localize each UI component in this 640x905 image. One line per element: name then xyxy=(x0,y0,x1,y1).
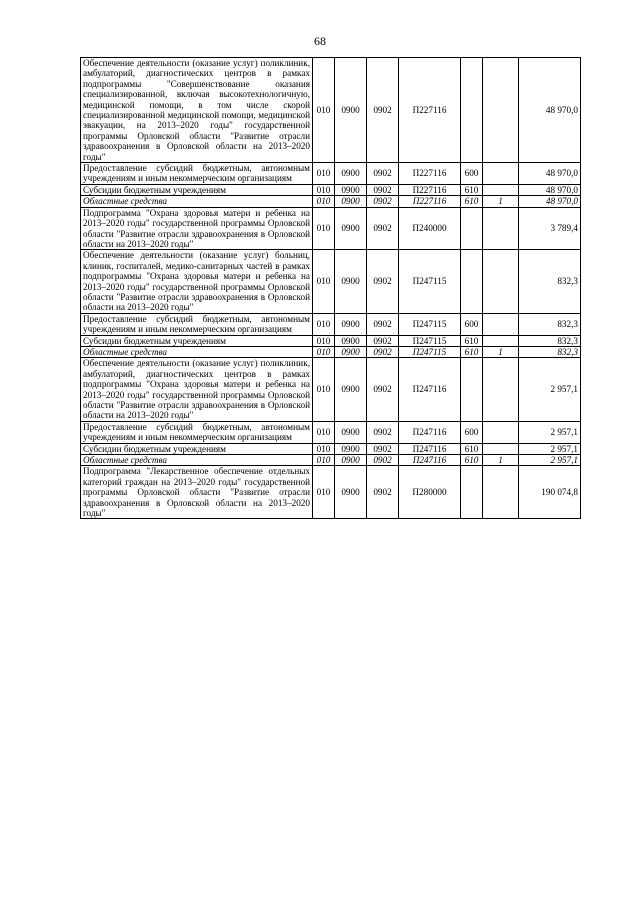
amount: 832,3 xyxy=(519,346,581,357)
target-article-code: П227116 xyxy=(399,196,461,207)
target-article-code: П227116 xyxy=(399,184,461,195)
table-row xyxy=(81,335,581,346)
section-code: 0900 xyxy=(335,455,367,466)
target-article-code: П227116 xyxy=(399,58,461,163)
row-description: Подпрограмма "Лекарственное обеспечение отдельных категорий граждан на 2013–2020 годы" государственной программы Орловской области "Развитие отрасли здравоохранения в Орловской области на 2013–2020 годы" xyxy=(81,466,313,519)
kosgu-code xyxy=(483,443,519,454)
amount: 832,3 xyxy=(519,335,581,346)
section-code: 0900 xyxy=(335,196,367,207)
expense-type-code: 600 xyxy=(461,421,483,443)
subsection-code: 0902 xyxy=(367,313,399,335)
expense-type-code: 600 xyxy=(461,163,483,185)
amount: 2 957,1 xyxy=(519,455,581,466)
ministry-code: 010 xyxy=(313,184,335,195)
expense-type-code xyxy=(461,207,483,250)
target-article-code: П280000 xyxy=(399,466,461,519)
table-row xyxy=(81,207,581,250)
amount: 832,3 xyxy=(519,313,581,335)
subsection-code: 0902 xyxy=(367,455,399,466)
section-code: 0900 xyxy=(335,163,367,185)
kosgu-code xyxy=(483,358,519,421)
ministry-code: 010 xyxy=(313,466,335,519)
ministry-code: 010 xyxy=(313,335,335,346)
expense-type-code: 610 xyxy=(461,335,483,346)
ministry-code: 010 xyxy=(313,313,335,335)
subsection-code: 0902 xyxy=(367,358,399,421)
row-description: Областные средства xyxy=(81,196,313,207)
amount: 48 970,0 xyxy=(519,163,581,185)
kosgu-code xyxy=(483,250,519,313)
target-article-code: П247116 xyxy=(399,358,461,421)
subsection-code: 0902 xyxy=(367,163,399,185)
expense-type-code: 610 xyxy=(461,196,483,207)
ministry-code: 010 xyxy=(313,455,335,466)
amount: 2 957,1 xyxy=(519,421,581,443)
row-description: Субсидии бюджетным учреждениям xyxy=(81,335,313,346)
row-description: Предоставление субсидий бюджетным, автономным учреждениям и иным некоммерческим организациям xyxy=(81,163,313,185)
amount: 48 970,0 xyxy=(519,196,581,207)
row-description: Предоставление субсидий бюджетным, автономным учреждениям и иным некоммерческим организациям xyxy=(81,421,313,443)
expense-type-code: 610 xyxy=(461,346,483,357)
target-article-code: П247115 xyxy=(399,313,461,335)
section-code: 0900 xyxy=(335,346,367,357)
row-description: Обеспечение деятельности (оказание услуг) больниц, клиник, госпиталей, медико-санитарных частей в рамках подпрограммы "Охрана здоровья матери и ребенка на 2013–2020 годы" государственной программы Орловской области "Развитие отрасли здравоохранения в Орловской области на 2013–2020 годы" xyxy=(81,250,313,313)
expense-type-code xyxy=(461,58,483,163)
target-article-code: П247115 xyxy=(399,335,461,346)
amount: 190 074,8 xyxy=(519,466,581,519)
row-description: Областные средства xyxy=(81,455,313,466)
target-article-code: П247115 xyxy=(399,250,461,313)
target-article-code: П247115 xyxy=(399,346,461,357)
target-article-code: П240000 xyxy=(399,207,461,250)
amount: 3 789,4 xyxy=(519,207,581,250)
ministry-code: 010 xyxy=(313,163,335,185)
kosgu-code xyxy=(483,58,519,163)
table-row xyxy=(81,313,581,335)
expense-type-code xyxy=(461,250,483,313)
kosgu-code xyxy=(483,313,519,335)
section-code: 0900 xyxy=(335,421,367,443)
table-row xyxy=(81,455,581,466)
expense-type-code xyxy=(461,358,483,421)
subsection-code: 0902 xyxy=(367,443,399,454)
table-row xyxy=(81,163,581,185)
kosgu-code xyxy=(483,466,519,519)
amount: 2 957,1 xyxy=(519,443,581,454)
row-description: Обеспечение деятельности (оказание услуг) поликлиник, амбулаторий, диагностических центров в рамках подпрограммы "Охрана здоровья матери и ребенка на 2013–2020 годы" государственной программы Орловской области "Развитие отрасли здравоохранения в Орловской области на 2013–2020 годы" xyxy=(81,358,313,421)
ministry-code: 010 xyxy=(313,196,335,207)
amount: 48 970,0 xyxy=(519,58,581,163)
amount: 832,3 xyxy=(519,250,581,313)
kosgu-code xyxy=(483,184,519,195)
subsection-code: 0902 xyxy=(367,58,399,163)
ministry-code: 010 xyxy=(313,358,335,421)
kosgu-code xyxy=(483,421,519,443)
table-row xyxy=(81,346,581,357)
subsection-code: 0902 xyxy=(367,466,399,519)
section-code: 0900 xyxy=(335,466,367,519)
ministry-code: 010 xyxy=(313,250,335,313)
expense-type-code: 600 xyxy=(461,313,483,335)
subsection-code: 0902 xyxy=(367,346,399,357)
table-row xyxy=(81,421,581,443)
section-code: 0900 xyxy=(335,358,367,421)
section-code: 0900 xyxy=(335,443,367,454)
subsection-code: 0902 xyxy=(367,335,399,346)
row-description: Субсидии бюджетным учреждениям xyxy=(81,443,313,454)
table-row xyxy=(81,358,581,421)
row-description: Субсидии бюджетным учреждениям xyxy=(81,184,313,195)
subsection-code: 0902 xyxy=(367,196,399,207)
budget-table xyxy=(80,57,581,519)
expense-type-code xyxy=(461,466,483,519)
amount: 2 957,1 xyxy=(519,358,581,421)
target-article-code: П247116 xyxy=(399,443,461,454)
table-row xyxy=(81,250,581,313)
table-row xyxy=(81,58,581,163)
amount: 48 970,0 xyxy=(519,184,581,195)
row-description: Обеспечение деятельности (оказание услуг) поликлиник, амбулаторий, диагностических центров в рамках подпрограммы "Совершенствование оказания специализированной, включая высокотехнологичную, медицинской помощи, в том числе скорой специализированной медицинской помощи, медицинской эвакуации, на 2013–2020 годы" государственной программы Орловской области "Развитие отрасли здравоохранения в Орловской области на 2013–2020 годы" xyxy=(81,58,313,163)
section-code: 0900 xyxy=(335,184,367,195)
subsection-code: 0902 xyxy=(367,184,399,195)
target-article-code: П247116 xyxy=(399,421,461,443)
expense-type-code: 610 xyxy=(461,443,483,454)
expense-type-code: 610 xyxy=(461,455,483,466)
page-number: 68 xyxy=(314,34,326,48)
ministry-code: 010 xyxy=(313,207,335,250)
kosgu-code: 1 xyxy=(483,455,519,466)
expense-type-code: 610 xyxy=(461,184,483,195)
section-code: 0900 xyxy=(335,207,367,250)
row-description: Областные средства xyxy=(81,346,313,357)
table-row xyxy=(81,443,581,454)
section-code: 0900 xyxy=(335,335,367,346)
row-description: Подпрограмма "Охрана здоровья матери и ребенка на 2013–2020 годы" государственной программы Орловской области "Развитие отрасли здравоохранения в Орловской области на 2013–2020 годы" xyxy=(81,207,313,250)
section-code: 0900 xyxy=(335,58,367,163)
table-row xyxy=(81,196,581,207)
target-article-code: П227116 xyxy=(399,163,461,185)
section-code: 0900 xyxy=(335,250,367,313)
kosgu-code xyxy=(483,163,519,185)
kosgu-code xyxy=(483,207,519,250)
ministry-code: 010 xyxy=(313,346,335,357)
ministry-code: 010 xyxy=(313,421,335,443)
table-row xyxy=(81,466,581,519)
subsection-code: 0902 xyxy=(367,421,399,443)
kosgu-code xyxy=(483,335,519,346)
kosgu-code: 1 xyxy=(483,346,519,357)
table-row xyxy=(81,184,581,195)
subsection-code: 0902 xyxy=(367,250,399,313)
ministry-code: 010 xyxy=(313,58,335,163)
kosgu-code: 1 xyxy=(483,196,519,207)
ministry-code: 010 xyxy=(313,443,335,454)
row-description: Предоставление субсидий бюджетным, автономным учреждениям и иным некоммерческим организациям xyxy=(81,313,313,335)
subsection-code: 0902 xyxy=(367,207,399,250)
target-article-code: П247116 xyxy=(399,455,461,466)
section-code: 0900 xyxy=(335,313,367,335)
